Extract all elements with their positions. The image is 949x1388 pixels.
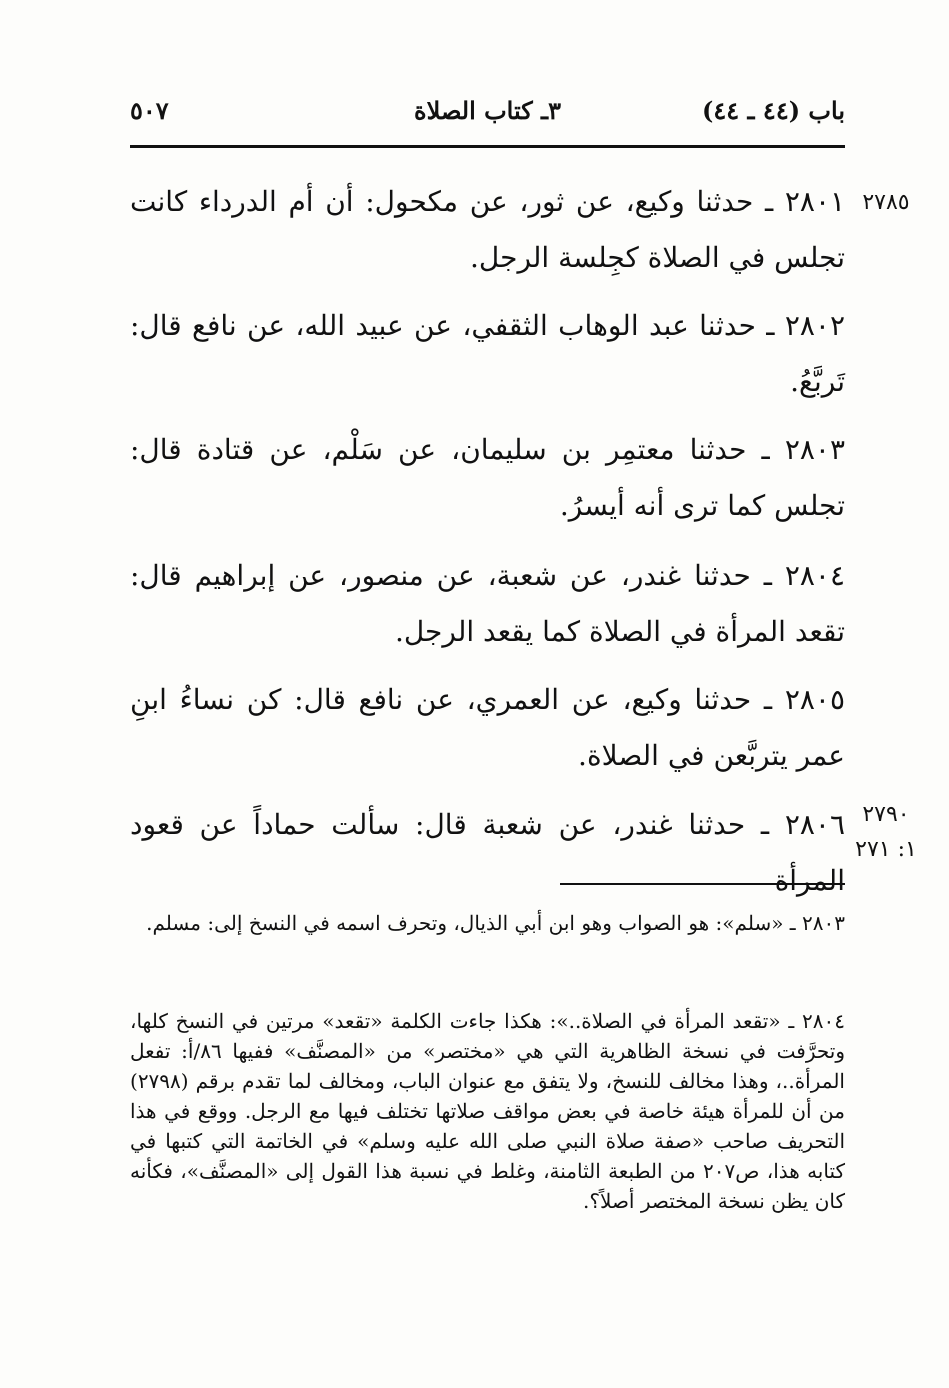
footnote-2804: ٢٨٠٤ ـ «تقعد المرأة في الصلاة..»: هكذا جاءت الكلمة «تقعد» مرتين في النسخ كلها، وتحرَّفت في نسخة الظاهرية التي هي «مختصر» من «المصنَّف» ففيها ٨٦/أ: تفعل المرأة..، وهذا مخالف للنسخ، ولا يتفق مع عنوان الباب، ومخالف لما تقدم برقم (٢٧٩٨) من أن للمرأة هيئة خاصة في بعض مواقف صلاتها تختلف فيها مع الرجل. ووقع في هذا التحريف صاحب «صفة صلاة النبي صلى الله عليه وسلم» في الخاتمة التي كتبها في كتابه هذا، ص٢٠٧ من الطبعة الثامنة، وغلط في نسبة هذا القول إلى «المصنَّف»، فكأنه كان يظن نسخة المختصر أصلاً؟. <box>130 1009 846 1213</box>
running-header <box>130 96 845 136</box>
page-number: ٥٠٧ <box>130 96 169 125</box>
margin-reference: ٢٧٨٥ <box>862 190 910 215</box>
footnote-rule <box>560 883 845 885</box>
margin-volume-page: ١: ٢٧١ <box>855 837 917 862</box>
hadith-2801: ٢٨٠١ ـ حدثنا وكيع، عن ثور، عن مكحول: أن أم الدرداء كانت تجلس في الصلاة كجِلسة الرجل. <box>130 185 846 274</box>
hadith-2806: ٢٨٠٦ ـ حدثنا غندر، عن شعبة قال: سألت حماداً عن قعود المرأة <box>130 808 845 897</box>
hadith-2803: ٢٨٠٣ ـ حدثنا معتمِر بن سليمان، عن سَلْم، عن قتادة قال: تجلس كما ترى أنه أيسرُ. <box>130 433 845 522</box>
book-title: ٣ـ كتاب الصلاة <box>414 96 561 125</box>
hadith-2805: ٢٨٠٥ ـ حدثنا وكيع، عن العمري، عن نافع قال: كن نساءُ ابنِ عمر يتربَّعن في الصلاة. <box>130 683 845 772</box>
margin-reference: ٢٧٩٠ <box>862 802 910 827</box>
chapter-heading: باب (٤٤ ـ ٤٤) <box>702 96 845 125</box>
hadith-2802: ٢٨٠٢ ـ حدثنا عبد الوهاب الثقفي، عن عبيد الله، عن نافع قال: تَربَّعُ. <box>130 309 845 398</box>
hadith-2804: ٢٨٠٤ ـ حدثنا غندر، عن شعبة، عن منصور، عن إبراهيم قال: تقعد المرأة في الصلاة كما يقعد الرجل. <box>130 559 845 648</box>
footnote-2803: ٢٨٠٣ ـ «سلم»: هو الصواب وهو ابن أبي الذيال، وتحرف اسمه في النسخ إلى: مسلم. <box>146 911 845 935</box>
header-rule <box>130 145 845 148</box>
